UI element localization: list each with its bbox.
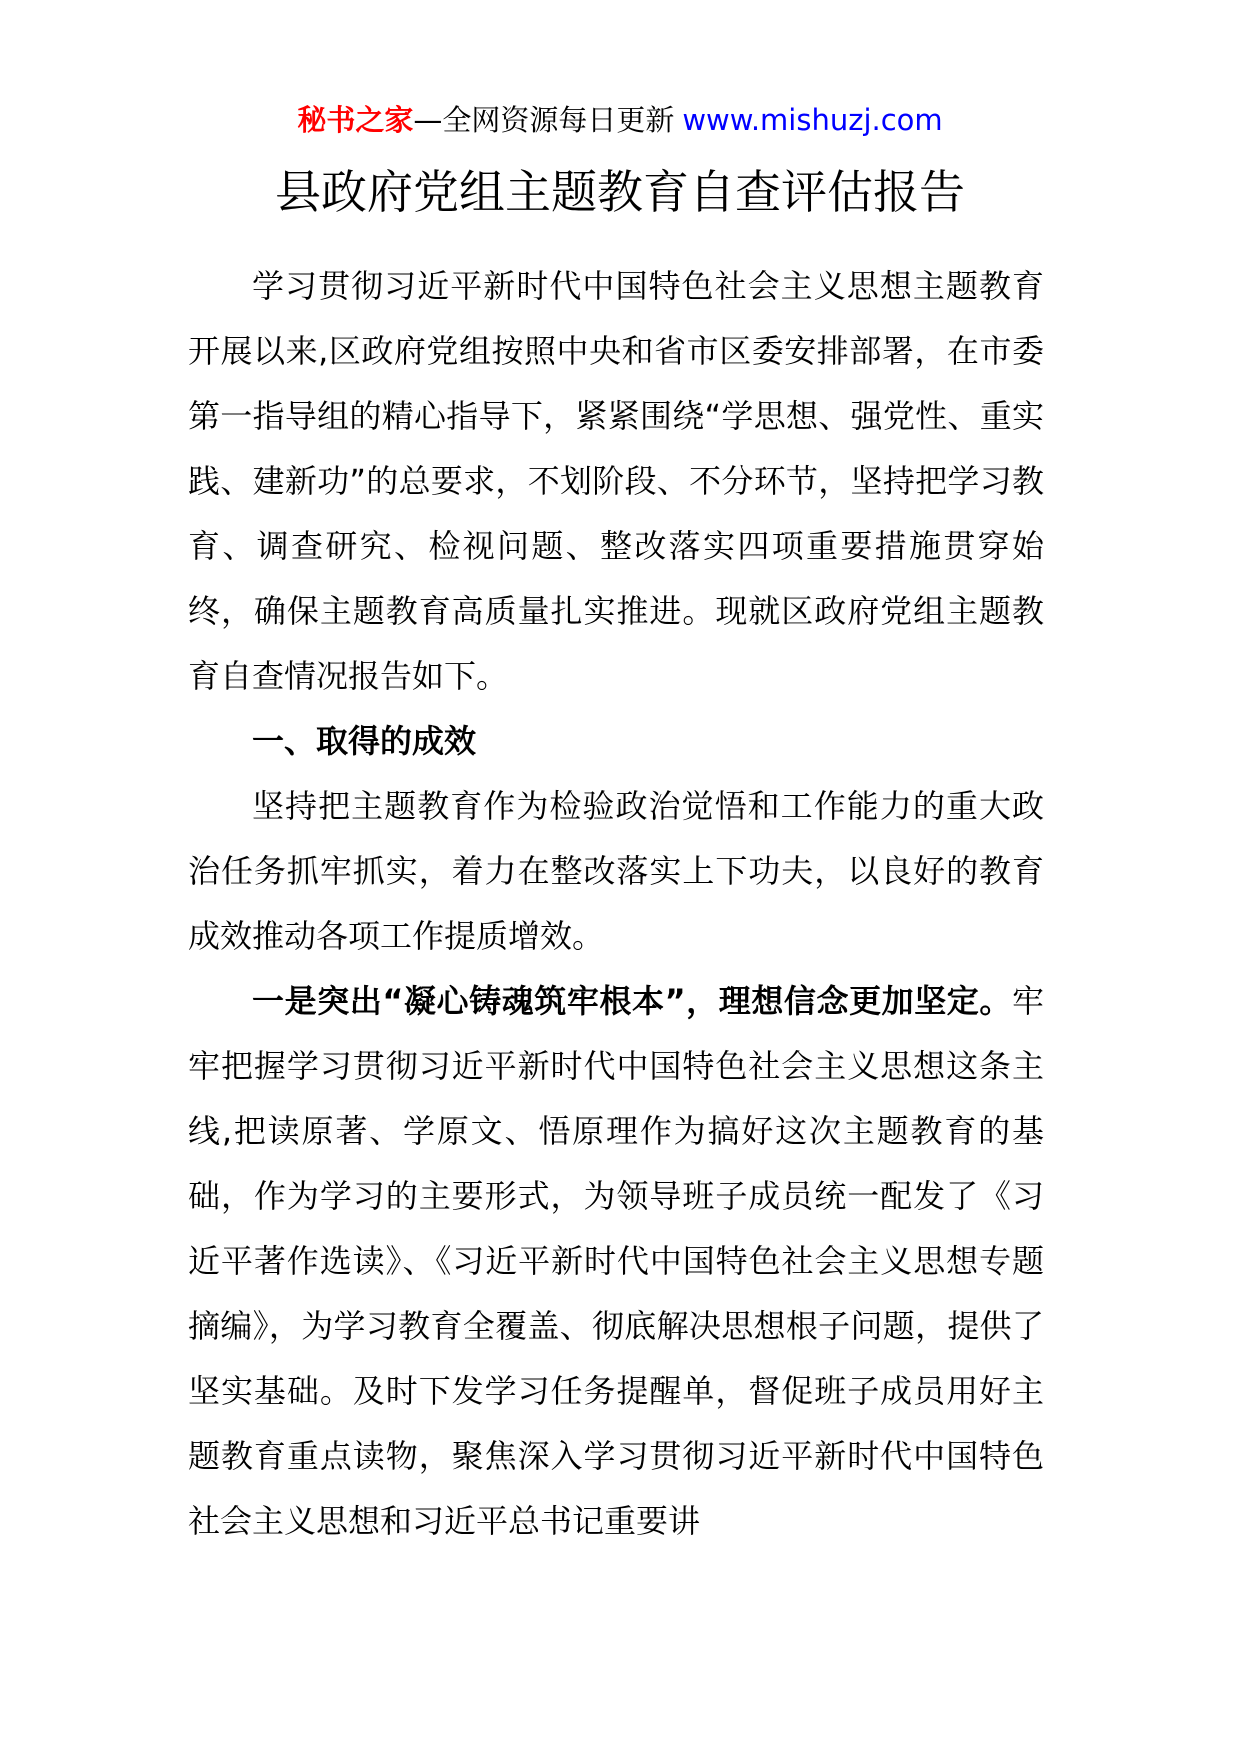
point-paragraph	[188, 969, 1044, 1554]
point-lead: 一是突出“凝心铸魂筑牢根本”，理想信念更加坚定。	[252, 982, 1012, 1020]
point-body: 牢牢把握学习贯彻习近平新时代中国特色社会主义思想这条主线,把读原著、学原文、悟原理作为搞好这次主题教育的基础，作为学习的主要形式，为领导班子成员统一配发了《习近平著作选读》、《习近平新时代中国特色社会主义思想专题摘编》，为学习教育全覆盖、彻底解决思想根子问题，提供了坚实基础。及时下发学习任务提醒单，督促班子成员用好主题教育重点读物，聚焦深入学习贯彻习近平新时代中国特色社会主义思想和习近平总书记重要讲	[188, 982, 1044, 1540]
intro-paragraph: 学习贯彻习近平新时代中国特色社会主义思想主题教育开展以来,区政府党组按照中央和省市区委安排部署，在市委第一指导组的精心指导下，紧紧围绕“学思想、强党性、重实践、建新功”的总要求，不划阶段、不分环节，坚持把学习教育、调查研究、检视问题、整改落实四项重要措施贯穿始终，确保主题教育高质量扎实推进。现就区政府党组主题教育自查情况报告如下。	[188, 267, 1044, 695]
site-name: 秘书之家	[297, 103, 414, 137]
document-body	[188, 254, 1044, 1554]
section-paragraph: 坚持把主题教育作为检验政治觉悟和工作能力的重大政治任务抓牢抓实，着力在整改落实上下功夫，以良好的教育成效推动各项工作提质增效。	[188, 787, 1044, 955]
site-url-link[interactable]: www.mishuzj.com	[682, 103, 943, 137]
site-tagline: —全网资源每日更新	[413, 103, 675, 137]
document-title: 县政府党组主题教育自查评估报告	[275, 165, 965, 219]
section-heading: 一、取得的成效	[252, 722, 477, 760]
site-header	[0, 100, 1240, 140]
